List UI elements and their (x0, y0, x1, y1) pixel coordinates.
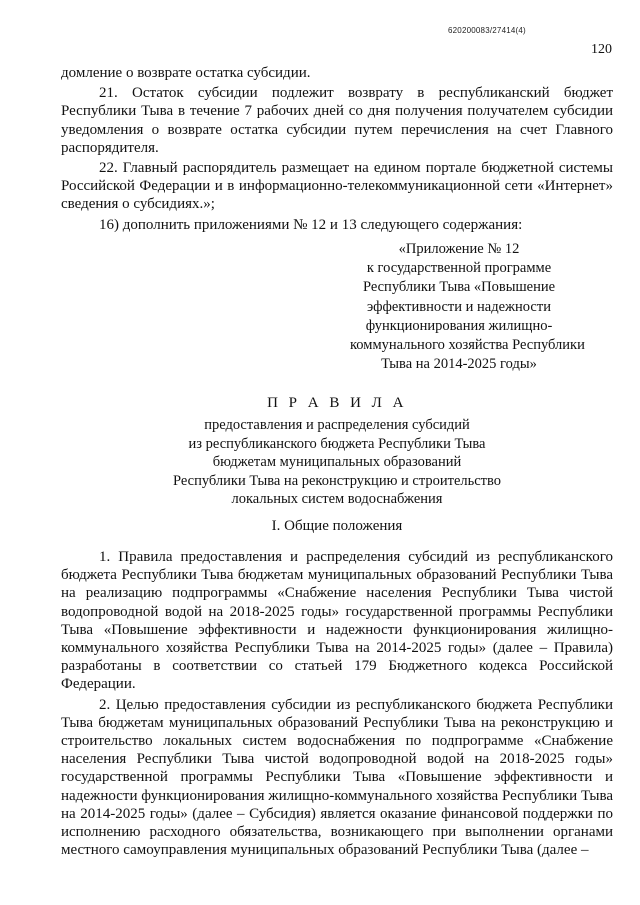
appendix-line: Республики Тыва «Повышение (362, 279, 556, 296)
section-heading: I. Общие положения (271, 518, 403, 534)
appendix-header (350, 240, 585, 374)
top-text-block (61, 64, 613, 236)
paragraph-21: 21. Остаток субсидии подлежит возврату в республиканский бюджет Республики Тыва в течение 7 рабочих дней со дня получения получателем субсидии уведомления о возврате остатка субсидии путем перечисления на счет Главного распорядителя. (61, 85, 613, 156)
appendix-line: функционирования жилищно- (365, 317, 553, 334)
appendix-line: к государственной программе (366, 260, 552, 277)
rules-subtitle-line: Республики Тыва на реконструкцию и строительство (172, 472, 502, 489)
section-text-block (61, 548, 613, 861)
rules-subtitle-line: предоставления и распределения субсидий (204, 417, 470, 433)
paragraph-1: 1. Правила предоставления и распределения субсидий из республиканского бюджета Республики Тыва бюджетам муниципальных образований Республики Тыва на реализацию подпрограммы «Снабжение населения Республики Тыва чистой водопроводной водой на 2018-2025 годы» государственной программы Республики Тыва «Повышение эффективности и надежности функционирования жилищно-коммунального хозяйства Республики Тыва на 2014-2025 годы» (далее – Правила) разработаны в соответствии со статьей 179 Бюджетного кодекса Российской Федерации. (61, 549, 613, 693)
page-number: 120 (591, 42, 612, 57)
paragraph-2: 2. Целью предоставления субсидии из республиканского бюджета Республики Тыва бюджетам муниципальных образований Республики Тыва на реконструкцию и строительство локальных систем водоснабжения по подпрограмме «Снабжение населения Республики Тыва чистой водопроводной водой на 2018-2025 годы» государственной программы Республики Тыва «Повышение эффективности и надежности функционирования жилищно-коммунального хозяйства Республики Тыва на 2014-2025 годы» (далее – Субсидия) является оказание финансовой поддержки по исполнению расходного обязательства, возникающего при выполнении органами местного самоуправления муниципальных образований Республики Тыва (далее – (61, 696, 613, 859)
paragraph-continuation: домление о возврате остатка субсидии. (61, 65, 311, 81)
rules-subtitle-line: из республиканского бюджета Республики Тыва (188, 435, 486, 452)
rules-title: П Р А В И Л А (267, 395, 407, 411)
rules-subtitle (61, 416, 613, 509)
appendix-line: эффективности и надежности (367, 298, 551, 315)
rules-subtitle-line: бюджетам муниципальных образований (212, 454, 462, 471)
appendix-line: Тыва на 2014-2025 годы» (381, 356, 537, 373)
appendix-line: коммунального хозяйства Республики (350, 337, 585, 354)
appendix-line: «Приложение № 12 (398, 241, 520, 257)
document-code: 620200083/27414(4) (448, 26, 526, 35)
paragraph-22: 22. Главный распорядитель размещает на едином портале бюджетной системы Российской Федерации и в информационно-телекоммуникационной сети «Интернет» сведения о субсидиях.»; (61, 160, 613, 213)
paragraph-16-amendment: 16) дополнить приложениями № 12 и 13 следующего содержания: (99, 216, 523, 233)
rules-subtitle-line: локальных систем водоснабжения (231, 491, 443, 508)
